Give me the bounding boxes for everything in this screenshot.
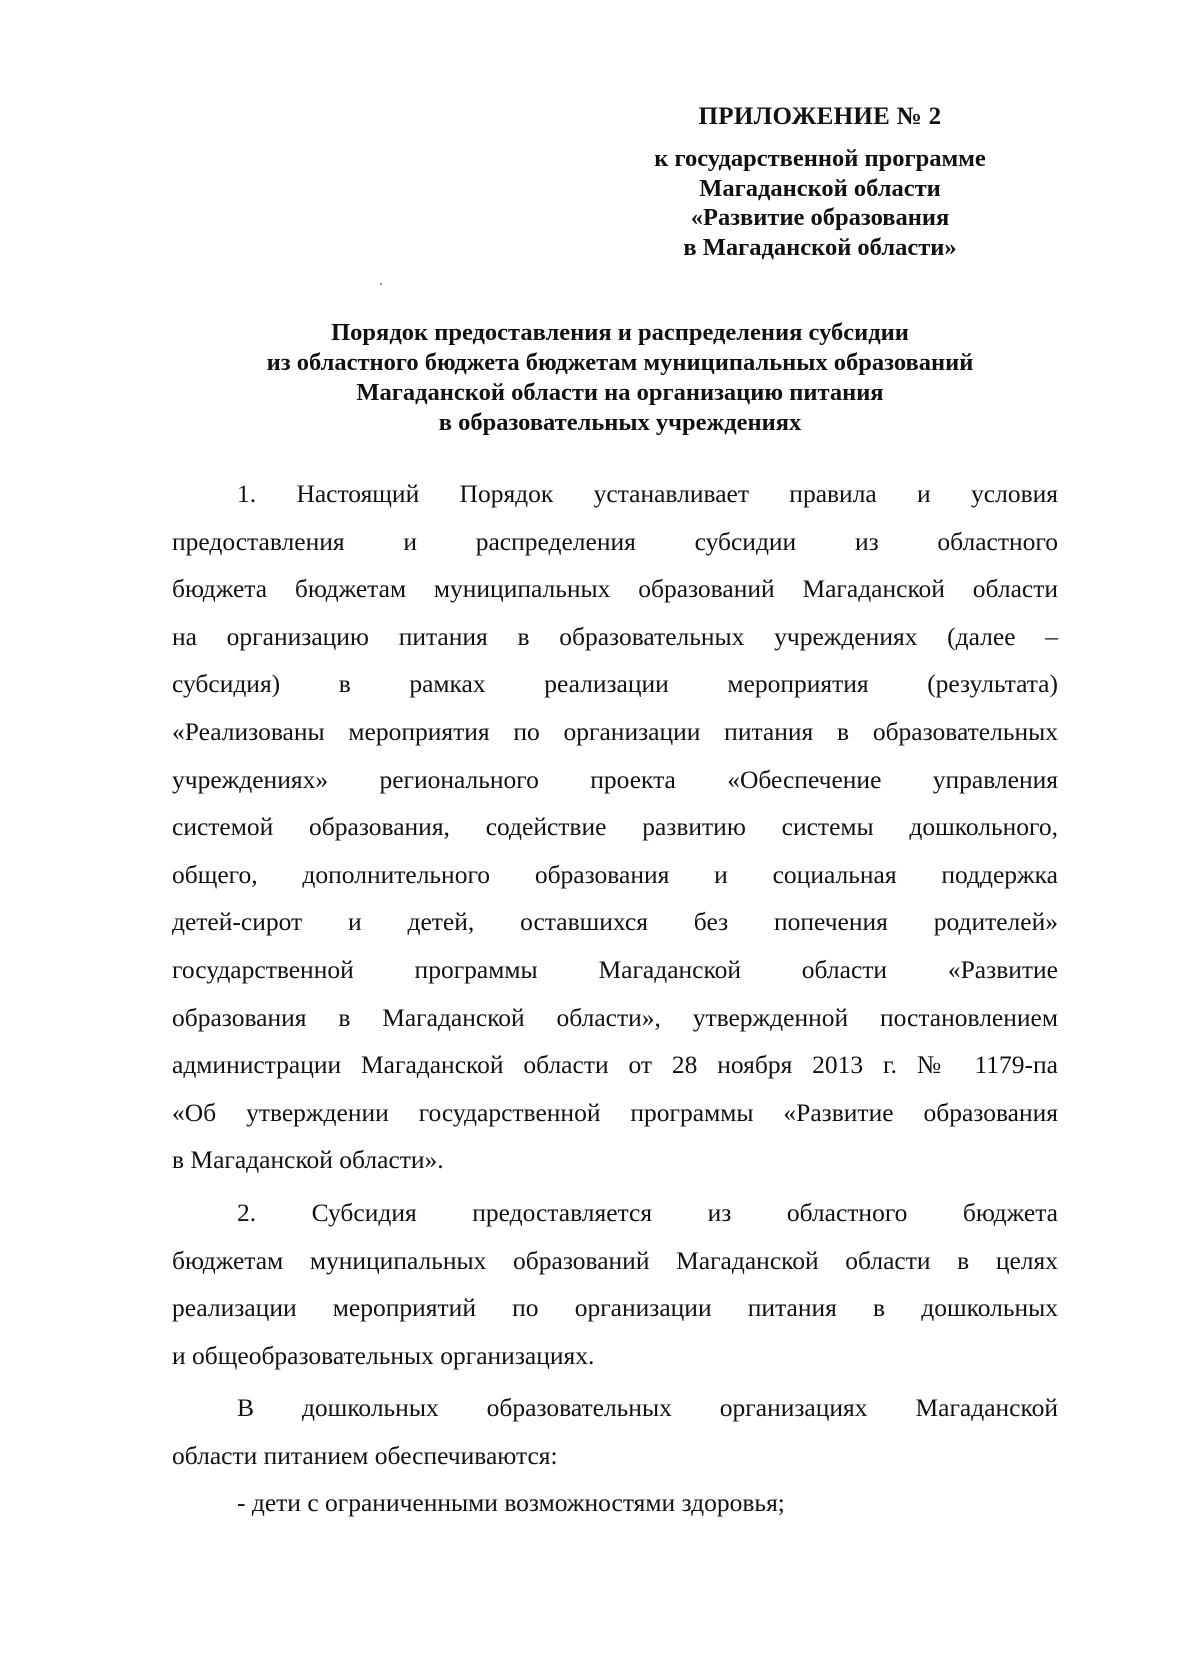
text-line: детей-сирот и детей, оставшихся без попечения родителей»: [172, 907, 1058, 937]
appendix-header: [600, 100, 1040, 262]
text-line: 1. Настоящий Порядок устанавливает правила и условия: [237, 479, 1058, 508]
paragraph-2: [172, 1189, 1058, 1379]
text-line: - дети с ограниченными возможностями здоровья;: [237, 1488, 785, 1518]
document-title: [180, 318, 1060, 438]
paragraph-3: [172, 1384, 1058, 1479]
document-body: [172, 470, 1058, 1527]
appendix-line: Магаданской области: [699, 174, 941, 202]
appendix-line: к государственной программе: [654, 145, 986, 172]
text-line: В дошкольных образовательных организациях Магаданской: [237, 1393, 1058, 1423]
paragraph-1: [172, 470, 1058, 1184]
appendix-title: ПРИЛОЖЕНИЕ № 2: [698, 103, 942, 130]
text-line: на организацию питания в образовательных учреждениях (далее –: [172, 621, 1058, 651]
text-line: учреждениях» регионального проекта «Обеспечение управления: [172, 764, 1058, 794]
text-line: реализации мероприятий по организации питания в дошкольных: [172, 1293, 1058, 1323]
title-line: из областного бюджета бюджетам муниципальных образований: [266, 349, 974, 376]
text-line: бюджетам муниципальных образований Магаданской области в целях: [172, 1245, 1058, 1275]
text-line: и общеобразовательных организациях.: [172, 1340, 595, 1370]
title-line: Магаданской области на организацию питания: [356, 379, 884, 406]
text-line: в Магаданской области».: [172, 1145, 444, 1175]
text-line: 2. Субсидия предоставляется из областного бюджета: [237, 1197, 1058, 1227]
appendix-line: в Магаданской области»: [683, 233, 957, 261]
appendix-line: «Развитие образования: [690, 204, 950, 231]
text-line: субсидия) в рамках реализации мероприятия (результата): [172, 669, 1058, 699]
text-line: «Реализованы мероприятия по организации питания в образовательных: [172, 716, 1058, 746]
text-line: предоставления и распределения субсидии из областного: [172, 526, 1058, 556]
text-line: администрации Магаданской области от 28 ноября 2013 г. № 1179-па: [172, 1050, 1058, 1080]
text-line: бюджета бюджетам муниципальных образований Магаданской области: [172, 574, 1058, 604]
text-line: государственной программы Магаданской области «Развитие: [172, 954, 1058, 984]
text-line: образования в Магаданской области», утвержденной постановлением: [172, 1002, 1058, 1032]
text-line: системой образования, содействие развитию системы дошкольного,: [172, 812, 1058, 842]
text-line: «Об утверждении государственной программы «Развитие образования: [172, 1097, 1058, 1127]
paragraph-4: [172, 1479, 1058, 1527]
scan-speck: [380, 283, 382, 285]
text-line: общего, дополнительного образования и социальная поддержка: [172, 859, 1058, 889]
title-line: в образовательных учреждениях: [438, 409, 802, 436]
title-line: Порядок предоставления и распределения субсидии: [331, 319, 909, 346]
text-line: области питанием обеспечиваются:: [172, 1440, 558, 1470]
